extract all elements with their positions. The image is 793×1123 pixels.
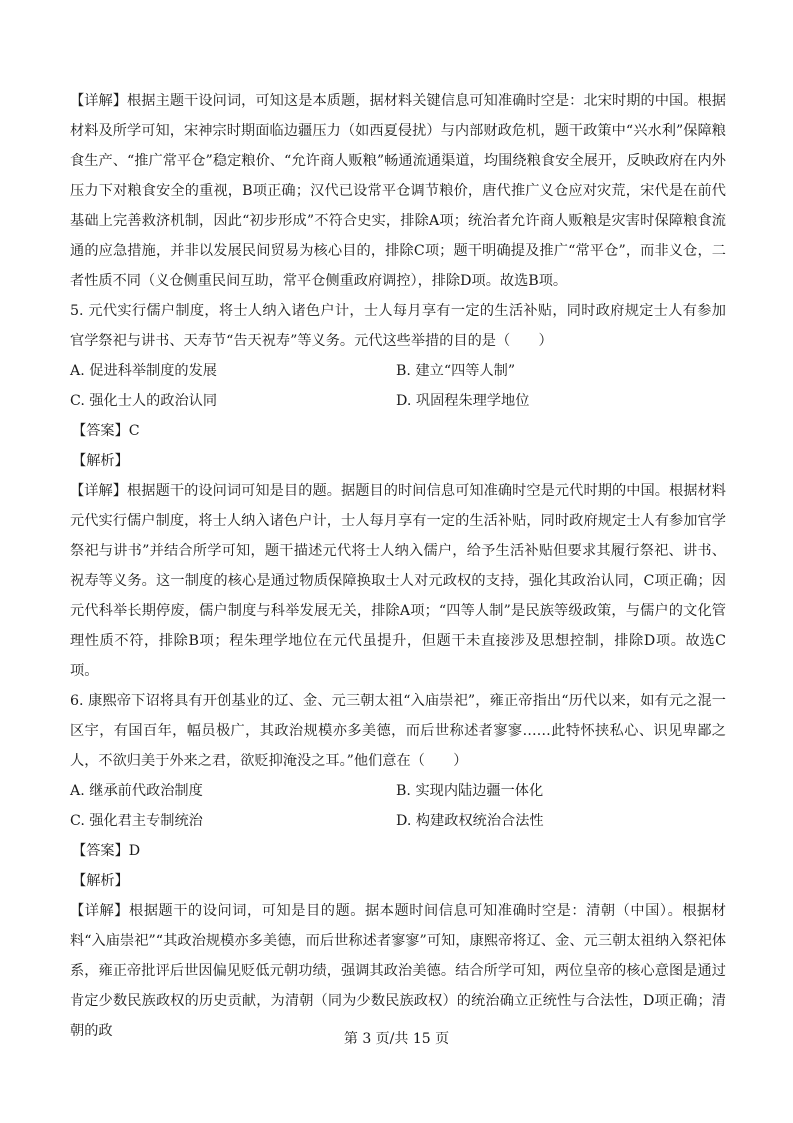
q4-detail: 【详解】根据主题干设问词，可知这是本质题，据材料关键信息可知准确时空是：北宋时期的中国。根据材料及所学可知，宋神宗时期面临边疆压力（如西夏侵扰）与内部财政危机，题干政策中“兴水利”保障粮食生产、“推广常平仓”稳定粮价、“允许商人贩粮”畅通流通渠道，均围绕粮食安全展开，反映政府在内外压力下对粮食安全的重视，B项正确；汉代已设常平仓调节粮价，唐代推广义仓应对灾荒，宋代是在前代基础上完善救济机制，因此“初步形成”不符合史实，排除A项；统治者允许商人贩粮是灾害时保障粮食流通的应急措施，并非以发展民间贸易为核心目的，排除C项；题干明确提及推广“常平仓”，而非义仓，二者性质不同（义仓侧重民间互助，常平仓侧重政府调控），排除D项。故选B项。 [70,93,726,289]
q5-stem: 5. 元代实行儒户制度，将士人纳入诸色户计，士人每月享有一定的生活补贴，同时政府规定士人有参加官学祭祀与讲书、天寿节“告天祝寿”等义务。元代这些举措的目的是（ ） [70,303,726,349]
page-number-footer: 第 3 页/共 15 页 [343,1031,450,1047]
q6-option-c: C. 强化君主专制统治 [70,813,203,829]
q5-detail: 【详解】根据题干的设问词可知是目的题。据题目的时间信息可知准确时空是元代时期的中国。根据材料元代实行儒户制度，将士人纳入诸色户计，士人每月享有一定的生活补贴，同时政府规定士人有参加官学祭祀与讲书”并结合所学可知，题干描述元代将士人纳入儒户，给予生活补贴但要求其履行祭祀、讲书、祝寿等义务。这一制度的核心是通过物质保障换取士人对元政权的支持，强化其政治认同，C项正确；因元代科举长期停废，儒户制度与科举发展无关，排除A项；“四等人制”是民族等级政策，与儒户的文化管理性质不符，排除B项；程朱理学地位在元代虽提升，但题干未直接涉及思想控制，排除D项。故选C项。 [70,483,726,679]
q6-option-d: D. 构建政权统治合法性 [396,813,544,829]
q5-analysis-label: 【解析】 [72,453,129,469]
q5-option-d: D. 巩固程朱理学地位 [396,393,530,409]
page-content [70,86,726,1046]
q5-answer: 【答案】C [72,423,140,439]
q6-stem: 6. 康熙帝下诏将具有开创基业的辽、金、元三朝太祖“入庙崇祀”，雍正帝指出“历代以来，如有元之混一区宇，有国百年，幅员极广，其政治规模亦多美德，而后世称述者寥寥……此特怀挟私心、识见卑鄙之人，不欲归美于外来之君，欲贬抑淹没之耳。”他们意在（ ） [70,693,726,769]
q6-analysis-label: 【解析】 [72,873,129,889]
q6-detail: 【详解】根据题干的设问词，可知是目的题。据本题时间信息可知准确时空是：清朝（中国）。根据材料“入庙崇祀”“其政治规模亦多美德，而后世称述者寥寥”可知，康熙帝将辽、金、元三朝太祖纳入祭祀体系，雍正帝批评后世因偏见贬低元朝功绩，强调其政治美德。结合所学可知，两位皇帝的核心意图是通过肯定少数民族政权的历史贡献，为清朝（同为少数民族政权）的统治确立正统性与合法性，D项正确；清朝的政 [70,903,727,1039]
q5-options [70,356,726,416]
q6-option-b: B. 实现内陆边疆一体化 [396,783,544,799]
q6-option-a: A. 继承前代政治制度 [70,783,203,799]
q5-option-b: B. 建立“四等人制” [396,363,516,379]
q5-option-c: C. 强化士人的政治认同 [70,393,218,409]
q6-options [70,776,726,836]
q6-answer: 【答案】D [72,843,141,859]
q5-option-a: A. 促进科举制度的发展 [70,363,217,379]
